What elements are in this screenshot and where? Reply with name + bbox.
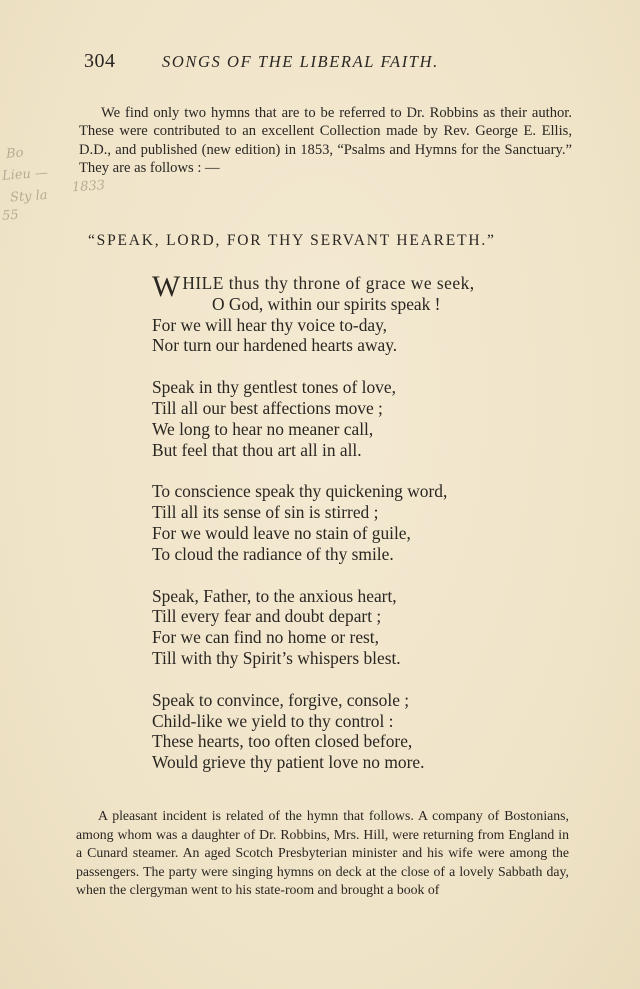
- running-title: SONGS OF THE LIBERAL FAITH.: [162, 52, 439, 71]
- hymn-line: We long to hear no meaner call,: [152, 418, 374, 439]
- hymn-body: [152, 270, 572, 794]
- hymn-line: Child-like we yield to thy control :: [152, 710, 394, 731]
- hymn-line: To cloud the radiance of thy smile.: [152, 543, 394, 564]
- hymn-line: For we would leave no stain of guile,: [152, 522, 411, 543]
- outro-paragraph: A pleasant incident is related of the hymn that follows. A company of Bostonians, among whom was a daughter of Dr. Robbins, Mrs. Hill, were returning from England in a Cunard steamer. An aged Scotch Presbyterian minister and his wife were among the passengers. The party were singing hymns on deck at the close of a lovely Sabbath day, when the clergyman went to his state-room and brought a book of: [76, 808, 569, 897]
- hymn-line-first: [152, 270, 572, 303]
- hymn-line: To conscience speak thy quickening word,: [152, 481, 448, 502]
- margin-note: 55: [1, 207, 20, 224]
- hymn-line: Till all its sense of sin is stirred ;: [152, 502, 379, 523]
- drop-cap: W: [152, 270, 181, 303]
- intro-paragraph-block: [79, 104, 572, 177]
- hymn-line: Till with thy Spirit’s whispers blest.: [152, 647, 401, 668]
- margin-note: Lieu —: [1, 165, 49, 184]
- hymn-line: Would grieve thy patient love no more.: [152, 752, 425, 773]
- hymn-line: For we can find no home or rest,: [152, 627, 379, 648]
- hymn-line: Speak in thy gentlest tones of love,: [152, 377, 396, 398]
- hymn-stanza: [152, 481, 572, 564]
- hymn-stanza: [152, 690, 572, 773]
- hymn-stanza: [152, 270, 572, 356]
- hymn-stanza: [152, 586, 572, 669]
- hymn-line: Till all our best affections move ;: [152, 397, 383, 418]
- hymn-line: Nor turn our hardened hearts away.: [152, 335, 398, 356]
- page-header: [80, 50, 580, 76]
- margin-note: 1833: [71, 178, 106, 196]
- hymn-title: “SPEAK, LORD, FOR THY SERVANT HEARETH.”: [88, 232, 496, 249]
- outro-paragraph-block: [76, 807, 569, 900]
- hymn-line: These hearts, too often closed before,: [152, 731, 413, 752]
- hymn-line: Speak, Father, to the anxious heart,: [152, 585, 397, 606]
- margin-note: Sty la: [9, 187, 49, 206]
- first-line-rest: HILE thus thy throne of grace we seek,: [182, 273, 475, 293]
- hymn-line: Speak to convince, forgive, console ;: [152, 689, 410, 710]
- margin-note: Bo: [5, 145, 24, 162]
- page-number: 304: [84, 50, 116, 72]
- hymn-line: Till every fear and doubt depart ;: [152, 606, 382, 627]
- hymn-line: But feel that thou art all in all.: [152, 439, 362, 460]
- hymn-line: For we will hear thy voice to-day,: [152, 314, 388, 335]
- intro-paragraph: We find only two hymns that are to be referred to Dr. Robbins as their author. These were contributed to an excellent Collection made by Rev. George E. Ellis, D.D., and published (new edition) in 1853, “Psalms and Hymns for the Sanctuary.” They are as follows : —: [79, 105, 572, 176]
- hymn-line: O God, within our spirits speak !: [212, 293, 441, 314]
- hymn-stanza: [152, 377, 572, 460]
